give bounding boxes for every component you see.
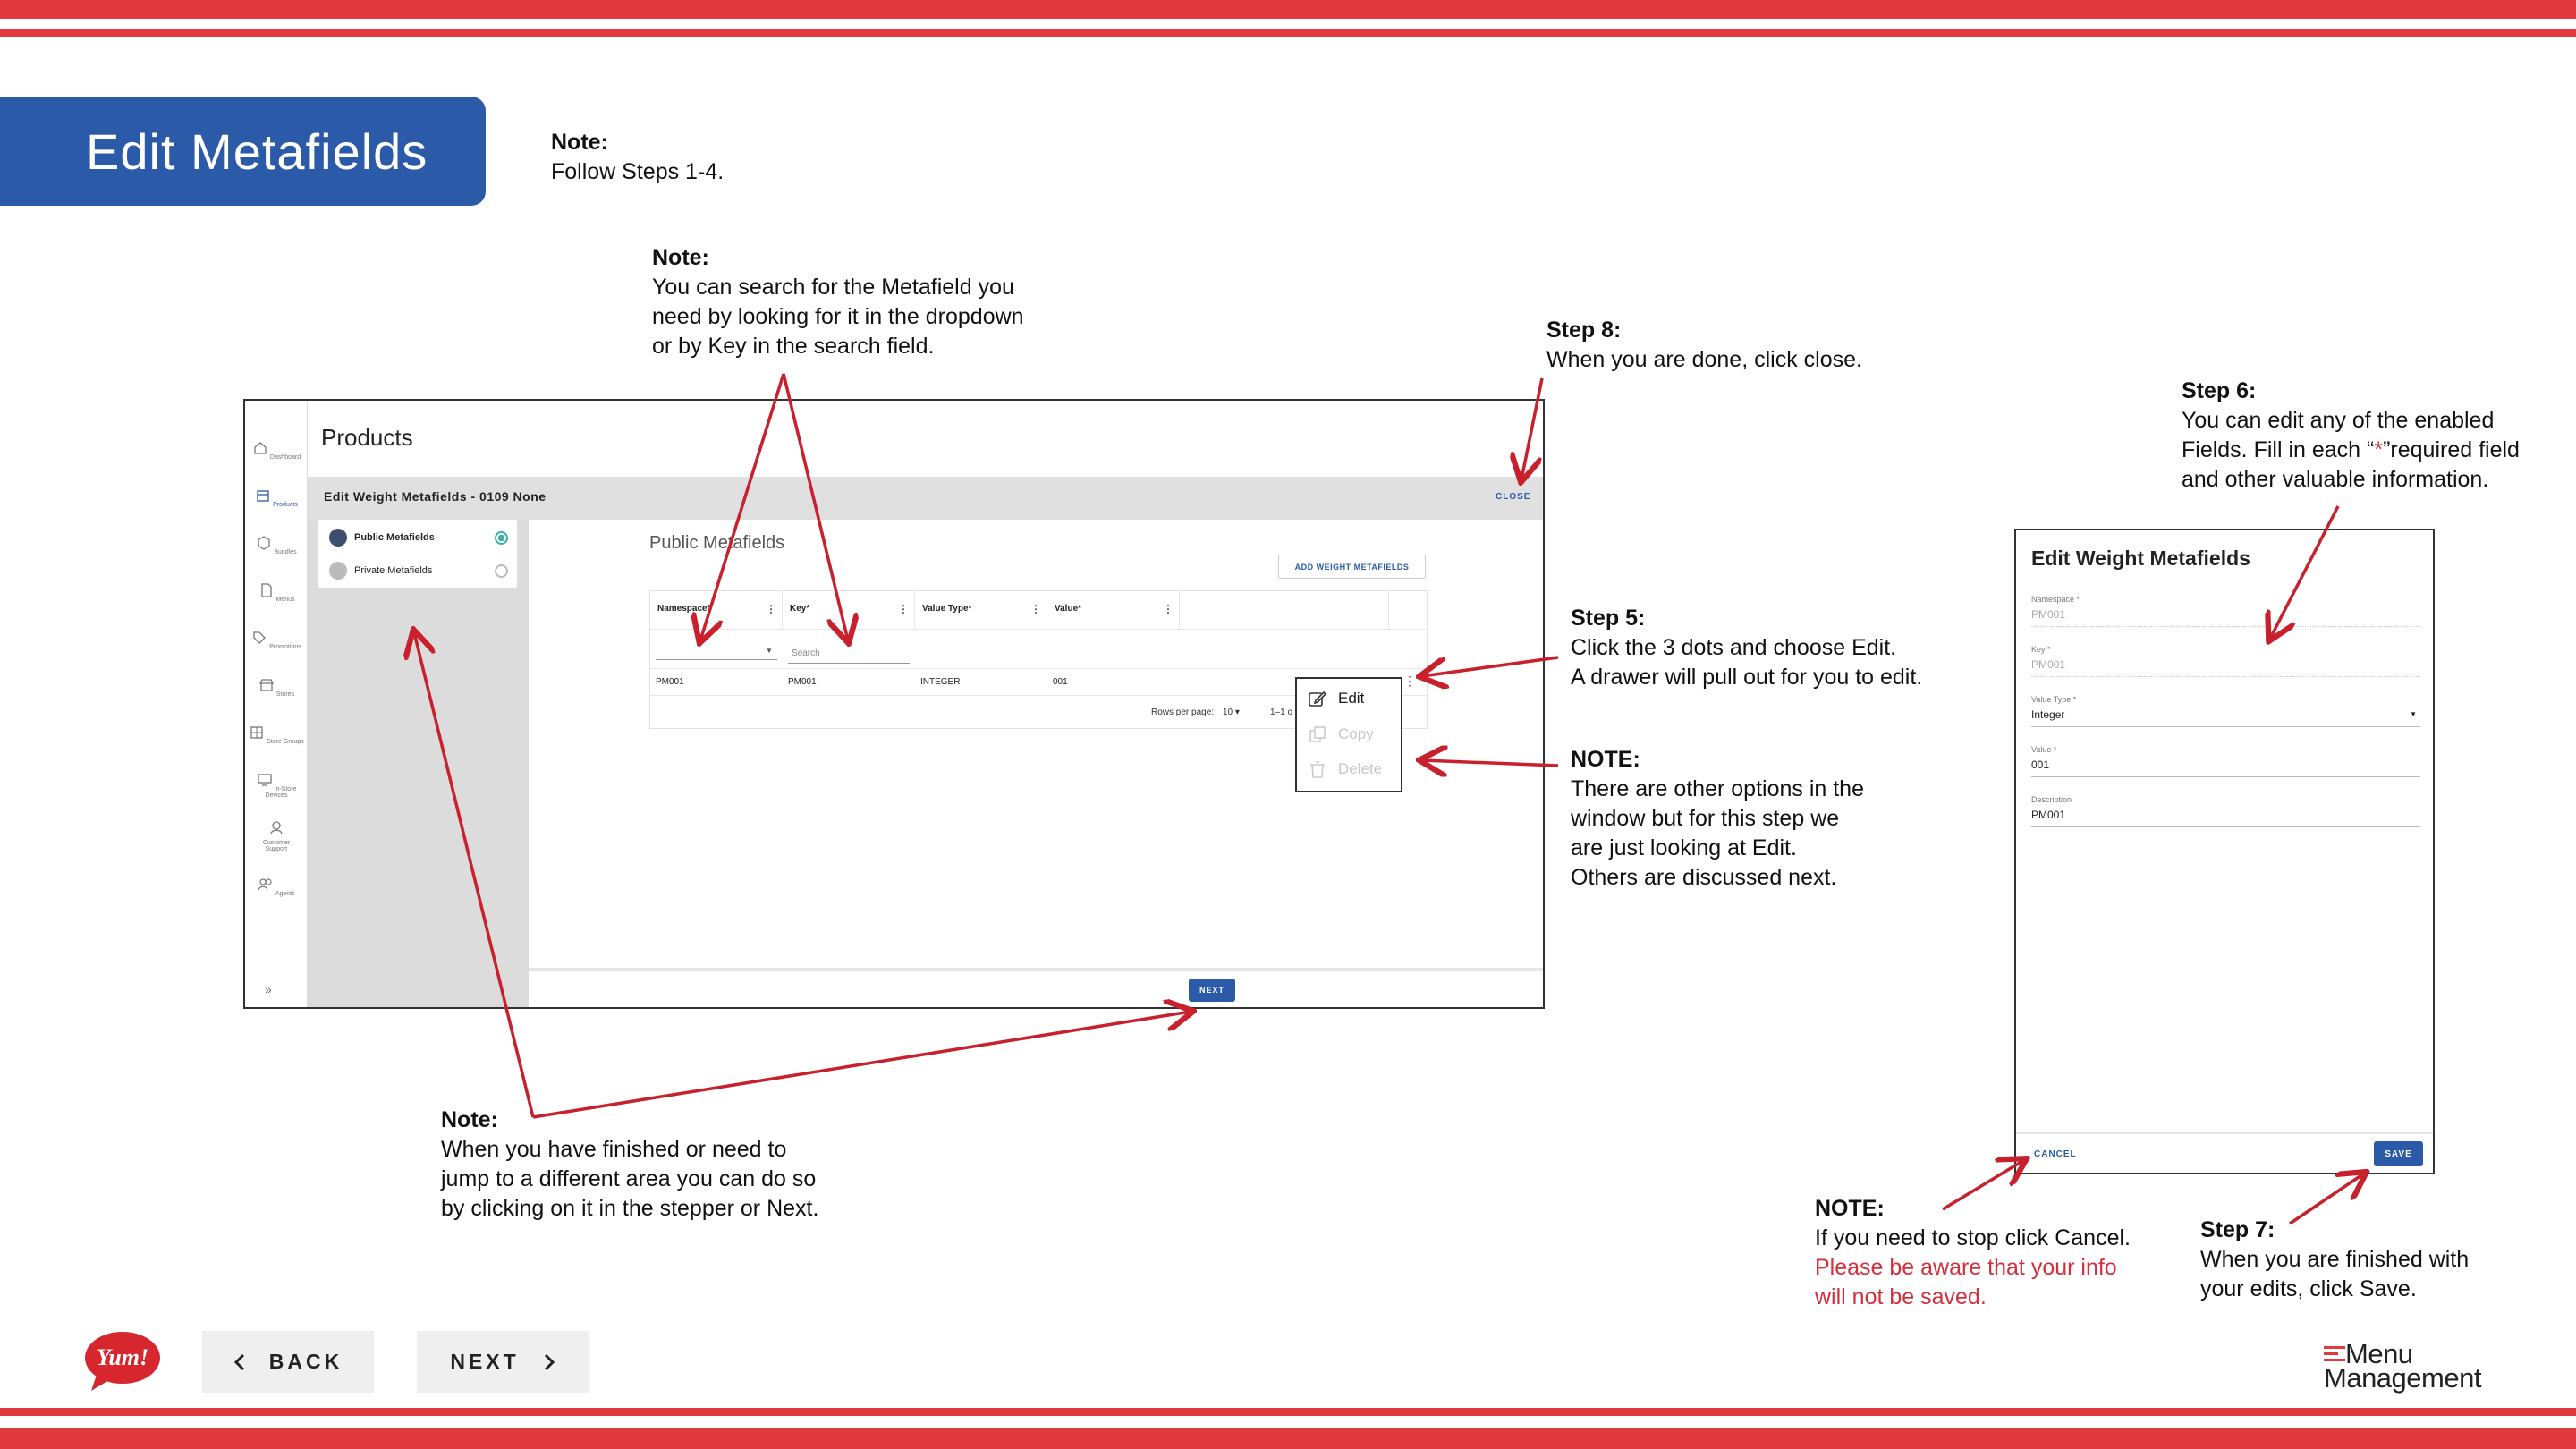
tag-icon [251,630,267,646]
rail-customer-support[interactable]: Customer Support [245,819,308,852]
stepper-panel [308,520,529,1009]
column-menu-icon: ⋮ [766,603,776,615]
column-menu-icon: ⋮ [898,603,909,615]
col-key[interactable]: Key* ⋮ [783,591,915,629]
note-step5: Step 5: Click the 3 dots and choose Edit. A drawer will pull out for you to edit. [1571,606,1923,690]
rail-dashboard[interactable]: Dashboard [245,440,308,461]
search-placeholder: Search [792,648,820,658]
chevron-down-icon: ▼ [766,647,773,655]
required-asterisk-hint: Fields. Fill in each “*”required field [2182,437,2520,462]
key-field: Key * PM001 [2031,645,2420,677]
support-icon [268,819,284,835]
yum-logo [84,1330,161,1393]
note-step6: Step 6: You can edit any of the enabled Fields. Fill in each “*”required field and other valuable information. [2182,378,2520,492]
row-key: PM001 [788,677,817,687]
app-next-button[interactable]: NEXT [1189,979,1235,1002]
namespace-field: Namespace * PM001 [2031,595,2420,627]
note-step8: Step 8: When you are done, click close. [1546,318,1862,372]
menu-item-delete[interactable]: Delete [1308,759,1382,779]
nav-rail [245,401,308,1009]
row-value-type: INTEGER [920,677,961,687]
key-search-input[interactable] [788,663,910,664]
private-step-icon [329,562,347,580]
stepper [318,520,517,588]
step-public-metafields[interactable]: Public Metafields [318,521,517,554]
menu-management-logo: Menu Management [2324,1338,2481,1394]
step-complete-radio [495,531,508,545]
app-page-title: Products [321,424,413,451]
rail-bundles[interactable]: Bundles [245,535,308,555]
panel-title: Public Metafields [649,533,785,553]
note-search: Note: You can search for the Metafield you need by looking for it in the dropdown or by Key in the search field. [652,245,1024,359]
menu-item-copy[interactable]: Copy [1308,724,1374,744]
drawer-footer-divider [2016,1132,2433,1134]
copy-icon [1308,724,1327,744]
value-field[interactable]: Value * 001 [2031,745,2420,777]
step-private-metafields[interactable]: Private Metafields [318,555,517,587]
note-cancel: NOTE: If you need to stop click Cancel. Please be aware that your info will not be saved. [1815,1196,2131,1309]
expand-rail-icon[interactable]: » [265,982,272,996]
top-stripe-thick [0,0,2576,19]
chevron-right-icon [543,1353,555,1371]
row-actions-kebab[interactable]: ⋮ [1403,674,1416,688]
chevron-down-icon: ▼ [2410,710,2417,718]
page-title: Edit Metafields [0,97,486,206]
row-value: 001 [1053,677,1068,687]
rail-menus[interactable]: Menus [245,582,308,603]
rail-promotions[interactable]: Promotions [245,630,308,650]
edit-drawer [2014,529,2435,1174]
rail-agents[interactable]: Agents [245,877,308,897]
footer-divider [529,968,1545,971]
top-stripe-thin [0,29,2576,37]
namespace-filter-dropdown[interactable] [656,659,777,660]
save-button[interactable]: SAVE [2374,1141,2423,1166]
agents-icon [258,877,274,893]
next-button[interactable]: NEXT [417,1331,589,1393]
drawer-title: Edit Weight Metafields - 0109 None [324,489,547,504]
add-weight-metafields-button[interactable]: ADD WEIGHT METAFIELDS [1278,555,1426,579]
note-stepper: Note: When you have finished or need to jump to a different area you can do so by clicking on it in the stepper or Next. [441,1107,819,1221]
menu-item-edit[interactable]: Edit [1308,689,1364,708]
bottom-stripe-thick [0,1428,2576,1449]
step-radio [495,564,508,578]
monitor-icon [257,772,273,788]
column-menu-icon: ⋮ [1163,603,1174,615]
col-namespace[interactable]: Namespace* ⋮ [650,591,783,629]
public-step-icon [329,529,347,547]
col-value-type[interactable]: Value Type* ⋮ [915,591,1047,629]
rows-per-page-select[interactable]: 10 ▾ [1223,708,1240,717]
note-top: Note: Follow Steps 1-4. [551,130,724,184]
bottom-stripe-thin [0,1408,2576,1416]
rail-products[interactable]: Products [245,487,308,508]
svg-text:Yum!: Yum! [96,1344,149,1370]
rail-store-groups[interactable]: Store Groups [245,724,308,745]
home-icon [252,440,268,456]
col-value[interactable]: Value* ⋮ [1047,591,1180,629]
cube-icon [256,535,272,551]
column-menu-icon: ⋮ [1030,603,1041,615]
row-context-menu [1295,677,1402,792]
rows-per-page-label: Rows per page: [1151,708,1215,717]
rail-stores[interactable]: Stores [245,677,308,698]
back-button[interactable]: BACK [202,1331,374,1393]
pagination-range: 1–1 o [1270,708,1293,717]
trash-icon [1308,759,1327,779]
arrow-next [533,1012,1191,1117]
document-icon [258,582,275,598]
store-icon [258,677,275,693]
rail-in-store-devices[interactable]: In-Store Devices [245,772,308,799]
value-type-select[interactable]: Value Type * Integer ▼ [2031,695,2420,727]
note-step7: Step 7: When you are finished with your edits, click Save. [2200,1217,2470,1301]
cancel-button[interactable]: CANCEL [2034,1149,2077,1159]
chevron-left-icon [233,1353,246,1371]
box-icon [255,487,271,504]
drawer-heading: Edit Weight Metafields [2031,547,2250,570]
close-button[interactable]: CLOSE [1496,492,1531,502]
edit-icon [1308,689,1327,708]
description-field[interactable]: Description PM001 [2031,795,2420,827]
note-other-options: NOTE: There are other options in the window but for this step we are just looking at Edit. Others are discussed next. [1571,747,1864,890]
row-namespace: PM001 [656,677,684,687]
grid-icon [249,724,265,741]
